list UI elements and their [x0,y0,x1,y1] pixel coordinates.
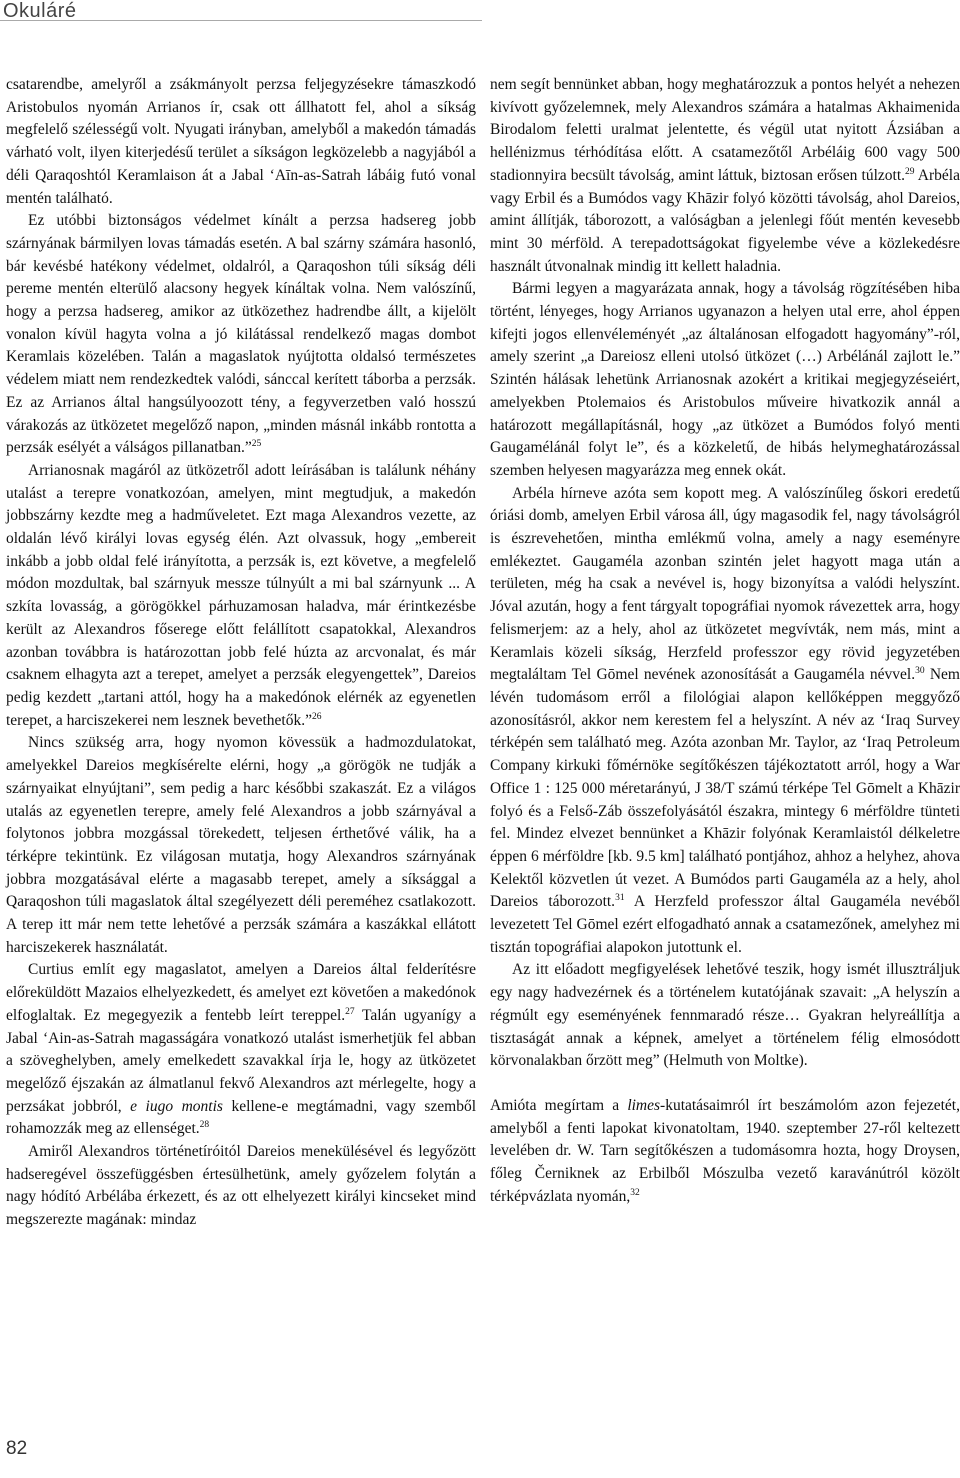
running-header [0,0,482,21]
footnote-ref: 28 [199,1120,210,1131]
footnote-ref: 29 [905,166,915,177]
paragraph: Nincs szükség arra, hogy nyomon kövessük a hadmozdulatokat, amelyekkel Dareios megkísérelte elérni, hogy „a görögök ne tudják a szárnyaikat elnyújtani”, sem pedig a harc későbbi szakaszát. Ez a világos utalás az egyenetlen terepre, amely felé Alexandros a jobb szárnyával a folytonos jobbra mozgással törekedett, teljesen érthetővé válik, ha a térképre tekintünk. Ez világosan mutatja, hogy Alexandros szárnyának jobbra mozgatásával elérte a magasabb terepet, amely a síksággal a Qaraqoshon túli magaslatok által szegélyezett déli pereméhez csatlakozott. A terep itt már nem tette lehetővé a perzsák számára a kaszákkal ellátott harciszekerek használatát. [6,734,476,956]
footnote-ref: 30 [915,666,925,677]
paragraph: csatarendbe, amelyről a zsákmányolt perzsa feljegyzésekre támaszkodó Aristobulos nyomán Arrianos ír, csak ott állhatott fel, ahol a síkság megfelelő szélességű volt. Nyugati irányban, amelyből a makedón támadás várható volt, ilyen kiterjedésű terület a síkságon legközelebb a nagyjából a déli Qaraqoshtól Keramlaison át a Jabal ‘Aīn-as-Satrah lábáig futó vonal mentén található. [6,76,476,207]
footnote-ref: 25 [251,439,262,450]
paragraph: Bármi legyen a magyarázata annak, hogy a távolság rögzítésében hiba történt, lényeges, hogy Arrianos ugyanazon a helyen utal erre, ahol éppen kifejti jogos ellenvéleményét „az általánosan elfogadott hagyomány”-ról, amely szerint „a Dareiosz elleni utolsó ütközet (…) Arbélánál zajlott le.” Szintén hálásak lehetünk Arrianosnak azokért a kritikai megjegyzéseiért, amelyekben Ptolemaios és Aristobulos műveire hivatkozik annál a határozott megállapításnál, hogy „az ütközet a Bumódos folyó menti Gaugamélánál folyt le”, és a közkeletű, de hibás helymeghatározással szemben helyesen magyarázza meg ennek okát. [490,280,960,479]
footnote-ref: 26 [311,711,322,722]
left-column [6,74,476,1232]
footnote-ref: 32 [630,1187,640,1198]
paragraph: Arbéla hírneve azóta sem kopott meg. A valószínűleg őskori eredetű óriási domb, amelyen Erbil városa áll, úgy magasodik fel, nagy távolságról is észrevehetően, mintha emlékmű volna, amely a nagy eseményre emlékeztet. Gaugaméla azonban szintén jelet hagyott maga után a területen, még ha csak a nevével is, hogy bizonyítsa a valódi helyszínt. Jóval azután, hogy a fent tárgyalt topográfiai nyomok rávezettek arra, hogy felismerjem: az a hely, ahol az ütközetet megvívták, nem más, mint a Keramlais közeli síkság, Herzfeld professzor egy rövid jegyzetében megtaláltam Tel Gōmel nevének azonosítását a Gaugaméla névvel.$^{30}$ Nem lévén tudomásom erről a filológiai alapon kellőképpen meggyőző azonosításról, akkor nem kerestem fel a helyszínt. A név az ‘Iraq Survey térképén sem található meg. Azóta azonban Mr. Taylor, az ‘Iraq Petroleum Company kirkuki főmérnöke segítőkészen tájékoztatott arról, hogy a War Office 1 : 125 000 méretarányú, J 38/T számú térképe Tel Gōmelt a Khāzir folyó és a Felső-Záb összefolyásától északra, mintegy 6 mérföldre tünteti fel. Mindez elvezet bennünket a Khāzir folyónak Keramlaistól délkeletre éppen 6 mérföldre [kb. 9.5 km] található pontjához, ahhoz a helyhez, ahova Kelektől közvetlen út vezet. A Bumódos parti Gaugaméla az a hely, ahol Dareios táborozott.$^{31}$ A Herzfeld professzor által Gaugaméla nevéből levezetett Tel Gōmel ezért elfogadható annak a csatamezőnek, amelyhez mi tisztán topográfiai alapokon jutottunk el. [490,484,960,956]
paragraph: Amiről Alexandros történetíróitól Dareios menekülésével és legyőzött hadseregével összefüggésben értesülhetünk, amely győzelem folytán a nagy hódító Arbélába érkezett, és az ott elhelyezett királyi kincseket mind megszerezte magának: mindaz [6,1143,476,1229]
paragraph: Amióta megírtam a limes-kutatásaimról írt beszámolóm azon fejezetét, amelyből a fenti lapokat kivonatoltam, 1940. szeptember 27-ről keltezett levelében dr. W. Tarn segítőkészen a tudomásomra hozta, hogy Droysen, főleg Černiknek az Erbilből Mószulba vezető karavánútról közölt térképvázlata nyomán,$^{32}$ [490,1096,960,1205]
paragraph: Curtius említ egy magaslatot, amelyen a Dareios által felderítésre előreküldött Mazaios elhelyezkedett, és amelyet ezt követően a makedónok elfoglaltak. Ez megegyezik a fentebb leírt tereppel.$^{27}$ Talán ugyanígy a Jabal ‘Ain-as-Satrah magasságára vonatkozó utalást ismerhetjük fel abban a szöveghelyben, amely emelkedett szavakkal írja le, hogy az ütközetet megelőző éjszakán az álmatlanul fekvő Alexandros azt mérlegelte, hogy a perzsákat jobbról, e iugo montis kellene-e megtámadni, vagy szemből rohamozzák meg az ellenséget.$^{28}$ [6,961,477,1138]
page-number: 82 [6,1438,28,1459]
paragraph: Az itt előadott megfigyelések lehetővé teszik, hogy ismét illusztráljuk egy nagy hadvezérnek és a történelem kutatójának szavait: „A helyszín a régmúlt egy eseményének fennmaradó része… Gyakran helyreállítja a tisztaságát annak a képnek, amelyet a történelem félig elmosódott körvonalakban őrzött meg” (Helmuth von Moltke). [490,961,960,1070]
latin-term: limes [627,1096,661,1114]
paragraph: nem segít bennünket abban, hogy meghatározzuk a pontos helyét a nehezen kivívott győzelemnek, mely Alexandros számára a hatalmas Akhaimenida Birodalom feletti uralmat jelentette, és végül utat nyitott Ázsiában a hellénizmus térhódítása előtt. A csatamezőtől Arbéláig 600 vagy 500 stadionnyira becsült távolság, amint láttuk, biztosan erősen túlzott.$^{29}$ Arbéla vagy Erbil és a Bumódos vagy Khāzir folyó közötti távolság, ahol Dareios, amint állítják, táborozott, a valóságban a jelenlegi főút mentén kevesebb mint 30 mérföld. A terepadottságokat figyelembe véve a közlekedésre használt útvonalnak mindig itt kellett haladnia. [490,76,960,275]
latin-phrase: e iugo montis [130,1097,223,1115]
header-title: Okuláré [3,0,77,22]
paragraph: Arrianosnak magáról az ütközetről adott leírásában is találunk néhány utalást a terepre vonatkozóan, amelyen, mint megtudjuk, a makedón jobbszárny kezdte meg a hadműveletet. Ezt maga Alexandros vezette, az oldalán lévő királyi lovas egység élén. Azt olvassuk, hogy „embereit inkább a jobb oldal felé irányította, a perzsák is, ezt követve, a megfelelő módon mozdultak, bal szárnyuk messze túlnyúlt a mi bal szárnyunk ... A szkíta lovasság, a görögökkel párhuzamosan haladva, már érintkezésbe került az Alexandros főserege előtt felállított csapatokkal, Alexandros azonban továbbra is határozottan jobb felé húzta az arcvonalat, és már csaknem elhagyta azt a terepet, amelyet a perzsák elegyengettek”, Dareios pedig kezdett „tartani attól, hogy ha a makedónok elérnék az egyenetlen terepet, a harciszekerei nem lesznek bevethetők.”$^{26}$ [6,461,476,729]
footnote-ref: 31 [615,893,625,904]
right-column [490,74,960,1208]
footnote-ref: 27 [345,1006,355,1017]
paragraph: Ez utóbbi biztonságos védelmet kínált a perzsa hadsereg jobb szárnyának bármilyen lovas támadás esetén. A bal szárny számára hasonló, bár kevésbé hatékony védelmet, oldalról, a Qaraqoshon túli síkság déli pereme mentén elterülő alacsony hegyek kínáltak volna. Nem valószínű, hogy a perzsa hadsereg, amikor az ütközethez hadrendbe állt, a kijelölt vonalon kívül hagyta volna a jó kilátással rendelkező magas dombot Keramlais közelében. Talán a magaslatok nyújtotta oldalsó természetes védelem miatt nem rendezkedtek valódi, sánccal kerített táborba a perzsák. Ez az Arrianos által hangsúlyoozott tény, a fegyverzetben való hosszú várakozás az ütközetet megelőző napon, „minden másnál inkább rontotta a perzsák esélyét a válságos pillanatban.”$^{25}$ [6,212,476,457]
